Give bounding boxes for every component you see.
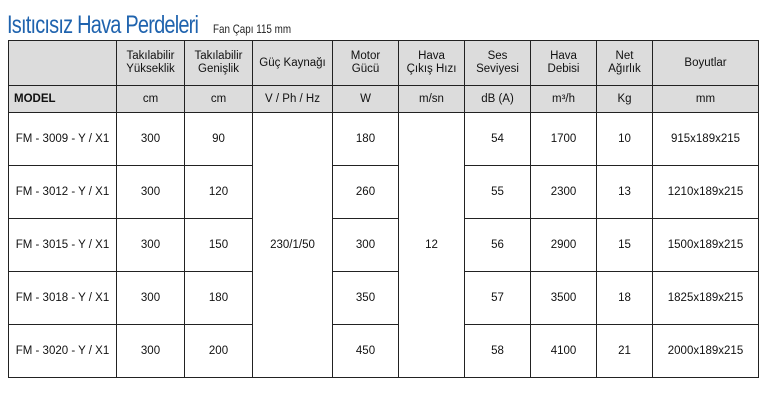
unit-dimensions: mm xyxy=(653,86,759,113)
table-row xyxy=(9,219,759,272)
table-row xyxy=(9,272,759,325)
cell-width: 200 xyxy=(185,325,253,378)
header-air-speed: Hava Çıkış Hızı xyxy=(399,41,465,86)
cell-airflow: 1700 xyxy=(531,113,597,166)
unit-height: cm xyxy=(117,86,185,113)
cell-motor: 450 xyxy=(333,325,399,378)
cell-width: 90 xyxy=(185,113,253,166)
cell-model: FM - 3018 - Y / X1 xyxy=(9,272,117,325)
cell-dimensions: 2000x189x215 xyxy=(653,325,759,378)
page-title xyxy=(7,4,308,38)
table-row xyxy=(9,325,759,378)
header-net-weight: Net Ağırlık xyxy=(597,41,653,86)
cell-sound: 55 xyxy=(465,166,531,219)
cell-motor: 180 xyxy=(333,113,399,166)
title-subtitle: Fan Çapı 115 mm xyxy=(212,22,292,36)
unit-sound-level: dB (A) xyxy=(465,86,531,113)
header-airflow: Hava Debisi xyxy=(531,41,597,86)
cell-height: 300 xyxy=(117,325,185,378)
header-model-blank xyxy=(9,41,117,86)
cell-height: 300 xyxy=(117,166,185,219)
cell-weight: 10 xyxy=(597,113,653,166)
header-dimensions: Boyutlar xyxy=(653,41,759,86)
unit-net-weight: Kg xyxy=(597,86,653,113)
cell-weight: 13 xyxy=(597,166,653,219)
cell-sound: 58 xyxy=(465,325,531,378)
unit-motor-power: W xyxy=(333,86,399,113)
title-main: Isıtıcısız Hava Perdeleri xyxy=(7,11,199,39)
cell-dimensions: 915x189x215 xyxy=(653,113,759,166)
cell-airflow: 2300 xyxy=(531,166,597,219)
cell-weight: 21 xyxy=(597,325,653,378)
unit-width: cm xyxy=(185,86,253,113)
cell-dimensions: 1825x189x215 xyxy=(653,272,759,325)
table-row xyxy=(9,113,759,166)
cell-weight: 15 xyxy=(597,219,653,272)
cell-dimensions: 1210x189x215 xyxy=(653,166,759,219)
cell-motor: 350 xyxy=(333,272,399,325)
cell-air-speed: 12 xyxy=(399,113,465,378)
cell-airflow: 4100 xyxy=(531,325,597,378)
cell-sound: 57 xyxy=(465,272,531,325)
cell-motor: 300 xyxy=(333,219,399,272)
cell-height: 300 xyxy=(117,219,185,272)
cell-sound: 56 xyxy=(465,219,531,272)
spec-table xyxy=(8,40,759,378)
cell-airflow: 3500 xyxy=(531,272,597,325)
cell-model: FM - 3009 - Y / X1 xyxy=(9,113,117,166)
cell-motor: 260 xyxy=(333,166,399,219)
unit-air-speed: m/sn xyxy=(399,86,465,113)
cell-height: 300 xyxy=(117,272,185,325)
cell-power-supply: 230/1/50 xyxy=(253,113,333,378)
table-row xyxy=(9,166,759,219)
cell-dimensions: 1500x189x215 xyxy=(653,219,759,272)
header-row-units xyxy=(9,86,759,113)
unit-power-supply: V / Ph / Hz xyxy=(253,86,333,113)
cell-sound: 54 xyxy=(465,113,531,166)
cell-model: FM - 3020 - Y / X1 xyxy=(9,325,117,378)
cell-width: 120 xyxy=(185,166,253,219)
header-model: MODEL xyxy=(9,86,117,113)
cell-width: 150 xyxy=(185,219,253,272)
cell-model: FM - 3012 - Y / X1 xyxy=(9,166,117,219)
header-height: Takılabilir Yükseklik xyxy=(117,41,185,86)
cell-height: 300 xyxy=(117,113,185,166)
cell-model: FM - 3015 - Y / X1 xyxy=(9,219,117,272)
header-motor-power: Motor Gücü xyxy=(333,41,399,86)
header-row-labels xyxy=(9,41,759,86)
cell-airflow: 2900 xyxy=(531,219,597,272)
cell-width: 180 xyxy=(185,272,253,325)
header-sound-level: Ses Seviyesi xyxy=(465,41,531,86)
header-width: Takılabilir Genişlik xyxy=(185,41,253,86)
header-power-supply: Güç Kaynağı xyxy=(253,41,333,86)
unit-airflow: m³/h xyxy=(531,86,597,113)
cell-weight: 18 xyxy=(597,272,653,325)
